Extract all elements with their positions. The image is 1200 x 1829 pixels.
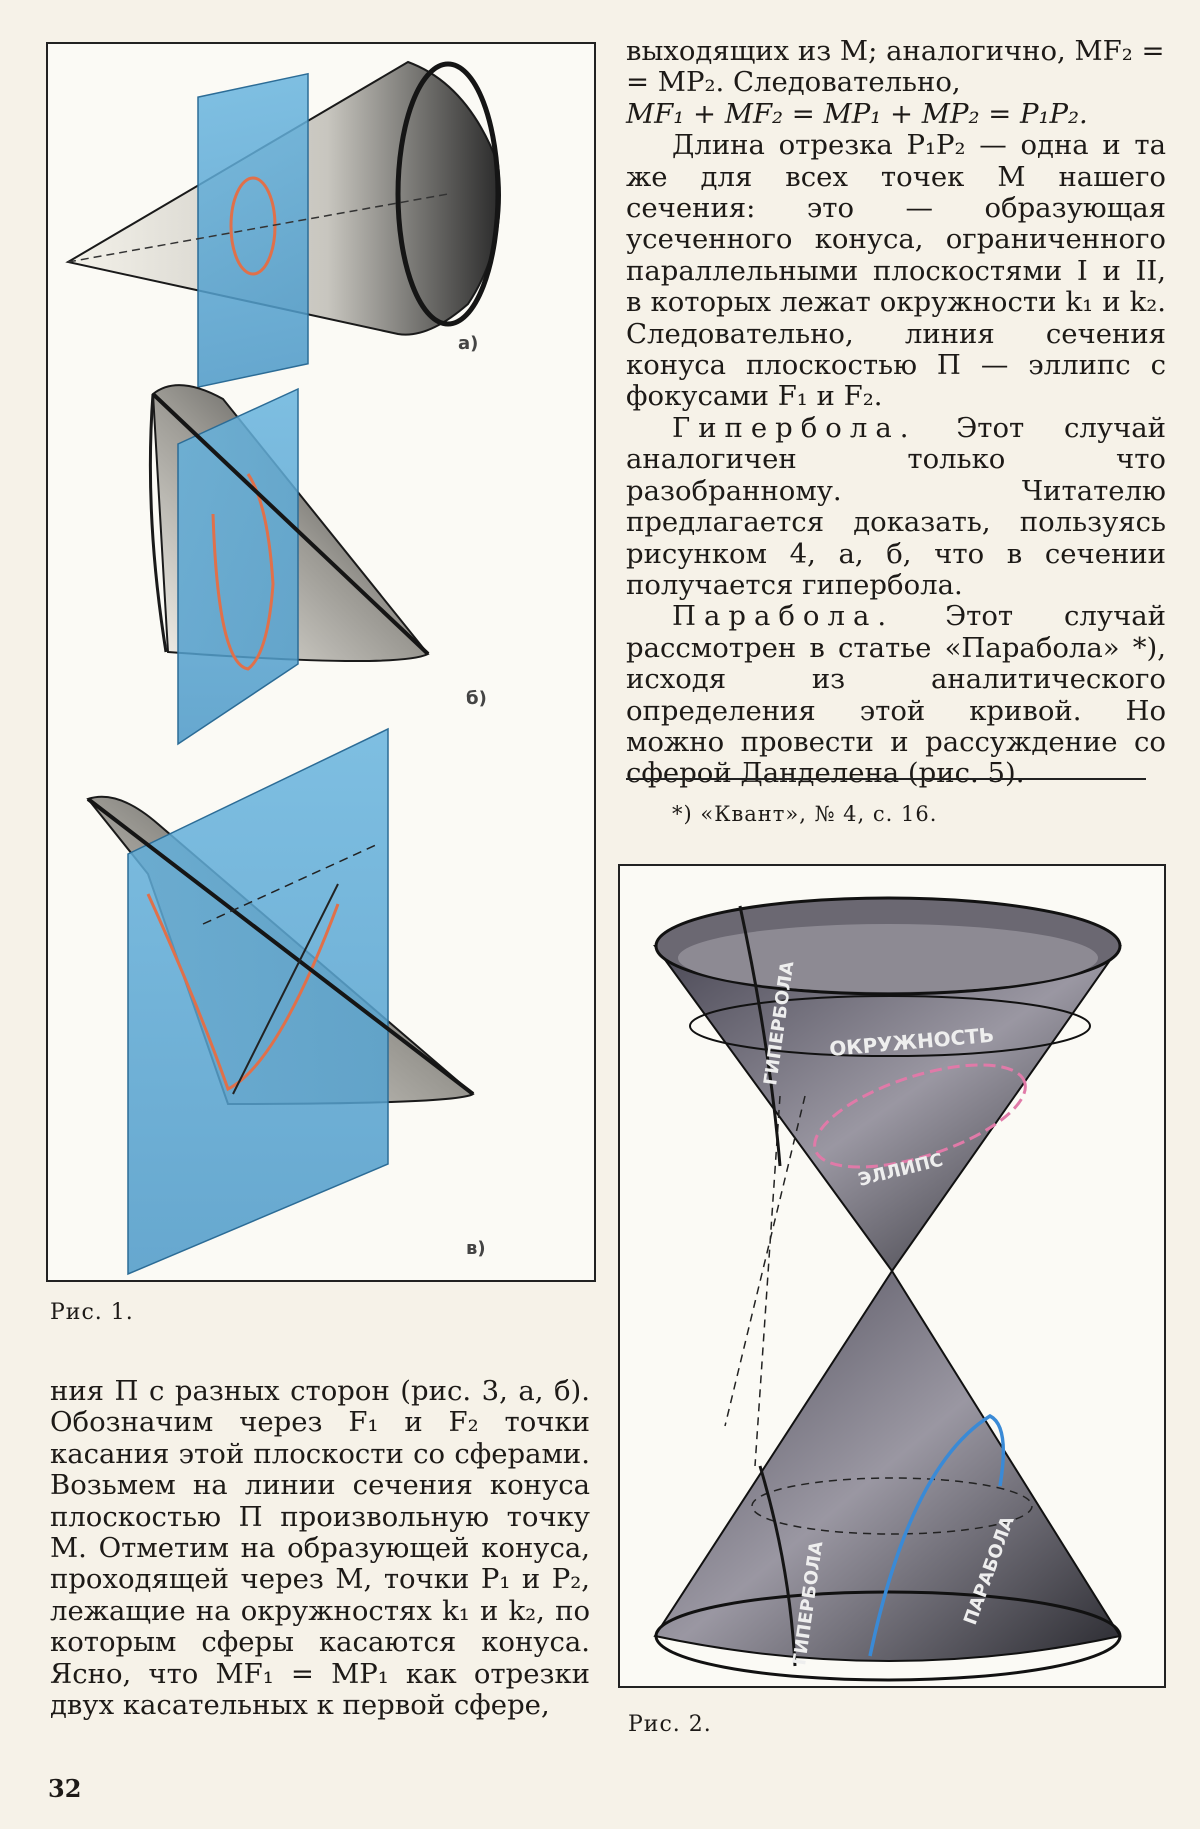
- hyperbola-text: Этот случай аналогичен только что разобранному. Читателю предлагается доказать, пользуясь рисунком 4, а, б, что в сечении получается гипербола.: [626, 411, 1166, 601]
- left-column-text: ния П с разных сторон (рис. 3, а, б). Обозначим через F₁ и F₂ точки касания этой плоскости со сферами. Возьмем на линии сечения конуса плоскостью П произвольную точку M. Отметим на образующей конуса, проходящей через M, точки P₁ и P₂, лежащие на окружностях k₁ и k₂, по которым сферы касаются конуса. Ясно, что MF₁ = MP₁ как отрезки двух касательных к первой сфере,: [50, 1375, 590, 1722]
- figure-2-caption: Рис. 2.: [628, 1712, 712, 1737]
- figure-2-frame: [618, 864, 1166, 1688]
- figure-1c-label: в): [466, 1238, 486, 1259]
- figure-1b: [150, 385, 486, 744]
- figure-1-drawing: [48, 44, 594, 1280]
- figure-1c: [88, 729, 486, 1274]
- figure-2-label-hyperbola-top: ГИПЕРБОЛА: [760, 959, 799, 1087]
- right-line-1: выходящих из M; аналогично, MF₂ =: [626, 35, 1165, 67]
- parabola-heading: Парабола.: [672, 600, 895, 633]
- figure-1a: [68, 62, 500, 387]
- hyperbola-heading: Гипербола.: [672, 411, 917, 444]
- right-line-2: = MP₂. Следовательно,: [626, 66, 961, 99]
- figure-1a-label: а): [458, 333, 479, 354]
- figure-2-label-hyperbola-bottom: ГИПЕРБОЛА: [789, 1539, 828, 1667]
- figure-2-label-circle: ОКРУЖНОСТЬ: [828, 1022, 996, 1061]
- right-paragraph-hyperbola: [626, 413, 1166, 601]
- footnote: *) «Квант», № 4, с. 16.: [672, 802, 938, 826]
- right-column-text: [626, 36, 1166, 790]
- right-paragraph-parabola: [626, 601, 1166, 789]
- footnote-rule: [626, 778, 1146, 780]
- right-paragraph-length: Длина отрезка P₁P₂ — одна и та же для всех точек M нашего сечения: это — образующая усеченного конуса, ограниченного параллельными плоскостями I и II, в которых лежат окружности k₁ и k₂. Следовательно, линия сечения конуса плоскостью П — эллипс с фокусами F₁ и F₂.: [626, 129, 1166, 413]
- right-formula: MF₁ + MF₂ = MP₁ + MP₂ = P₁P₂.: [626, 97, 1088, 130]
- figure-2-label-ellipse: ЭЛЛИПС: [856, 1149, 946, 1191]
- figure-2-drawing: [620, 866, 1164, 1686]
- figure-1b-label: б): [466, 688, 487, 709]
- parabola-text: Этот случай рассмотрен в статье «Парабола» *), исходя из аналитического определения этой кривой. Но можно провести и рассуждение со сферой Данделена (рис. 5).: [626, 600, 1166, 790]
- figure-2-label-parabola: ПАРАБОЛА: [959, 1513, 1019, 1628]
- figure-1-caption: Рис. 1.: [50, 1300, 134, 1325]
- figure-1-frame: [46, 42, 596, 1282]
- page-number: 32: [48, 1774, 82, 1803]
